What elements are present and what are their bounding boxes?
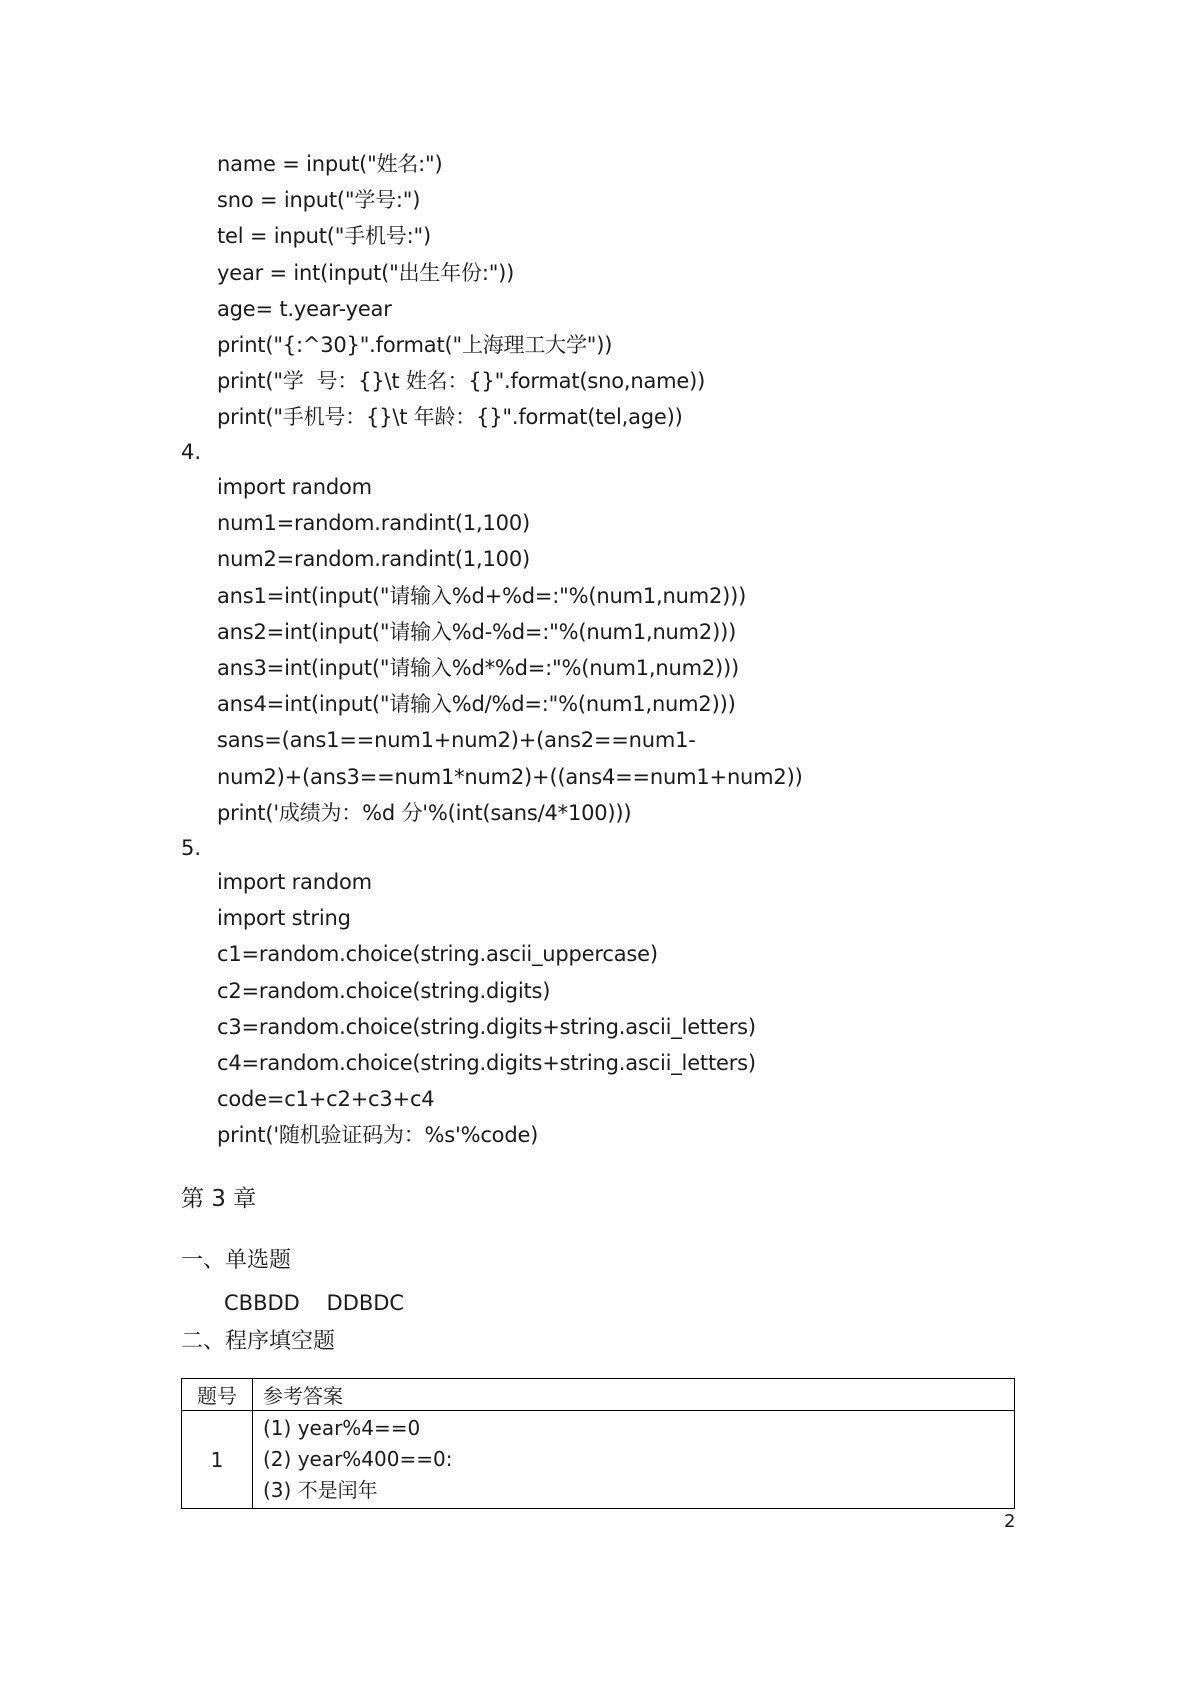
- code-line: ans1=int(input("请输入%d+%d=:"%(num1,num2))): [217, 583, 747, 608]
- table-row: [182, 1411, 1015, 1509]
- table-header-row: [182, 1379, 1015, 1411]
- table-cell-num: 1: [182, 1411, 253, 1509]
- table-header-num: 题号: [182, 1379, 253, 1411]
- code-line: ans3=int(input("请输入%d*%d=:"%(num1,num2))): [217, 655, 739, 680]
- code-line: import string: [217, 906, 351, 931]
- code-line: c1=random.choice(string.ascii_uppercase): [217, 942, 658, 967]
- code-line: ans2=int(input("请输入%d-%d=:"%(num1,num2))): [217, 619, 737, 644]
- code-line: import random: [217, 870, 372, 894]
- code-line: print("手机号：{}\t 年龄：{}".format(tel,age)): [217, 405, 683, 430]
- code-line: num1=random.randint(1,100): [217, 511, 530, 536]
- item-number-4: 4.: [181, 440, 202, 464]
- code-line: print('成绩为：%d 分'%(int(sans/4*100))): [217, 800, 632, 825]
- code-block-item4: [217, 469, 803, 831]
- code-line: c2=random.choice(string.digits): [217, 978, 551, 1003]
- chapter-title: 第 3 章: [181, 1186, 257, 1212]
- code-line: num2=random.randint(1,100): [217, 547, 530, 572]
- answer-line: (2) year%400==0:: [263, 1447, 453, 1471]
- code-line: print('随机验证码为：%s'%code): [217, 1123, 539, 1148]
- table-cell-answers: [253, 1411, 1015, 1509]
- code-line: name = input("姓名:"): [217, 152, 443, 176]
- code-line: ans4=int(input("请输入%d/%d=:"%(num1,num2))): [217, 692, 736, 717]
- item-number-5: 5.: [181, 836, 202, 860]
- code-line: age= t.year-year: [217, 296, 392, 321]
- code-line: import random: [217, 475, 372, 499]
- code-line: print("{:^30}".format("上海理工大学")): [217, 332, 613, 357]
- code-line: sno = input("学号:"): [217, 188, 421, 213]
- code-line: year = int(input("出生年份:")): [217, 260, 515, 285]
- code-block-item5: [217, 864, 756, 1154]
- code-line: c4=random.choice(string.digits+string.ascii_letters): [217, 1050, 756, 1075]
- code-block-item3: [217, 146, 705, 436]
- code-line: print("学 号：{}\t 姓名：{}".format(sno,name)): [217, 369, 706, 394]
- code-line: sans=(ans1==num1+num2)+(ans2==num1-: [217, 728, 696, 753]
- table-header-answer: 参考答案: [253, 1379, 1015, 1411]
- code-line: code=c1+c2+c3+c4: [217, 1087, 435, 1112]
- code-line: tel = input("手机号:"): [217, 224, 431, 249]
- answer-table: [181, 1378, 1015, 1509]
- code-line: num2)+(ans3==num1*num2)+((ans4==num1+num2)): [217, 764, 803, 789]
- section-title-single-choice: 一、单选题: [181, 1248, 292, 1273]
- single-choice-answers: CBBDD DDBDC: [224, 1291, 405, 1315]
- code-line: c3=random.choice(string.digits+string.ascii_letters): [217, 1014, 756, 1039]
- page-number: 2: [1004, 1511, 1016, 1532]
- answer-line: (3) 不是闰年: [263, 1478, 378, 1502]
- section-title-program-fill: 二、程序填空题: [181, 1329, 336, 1354]
- answer-line: (1) year%4==0: [263, 1416, 421, 1440]
